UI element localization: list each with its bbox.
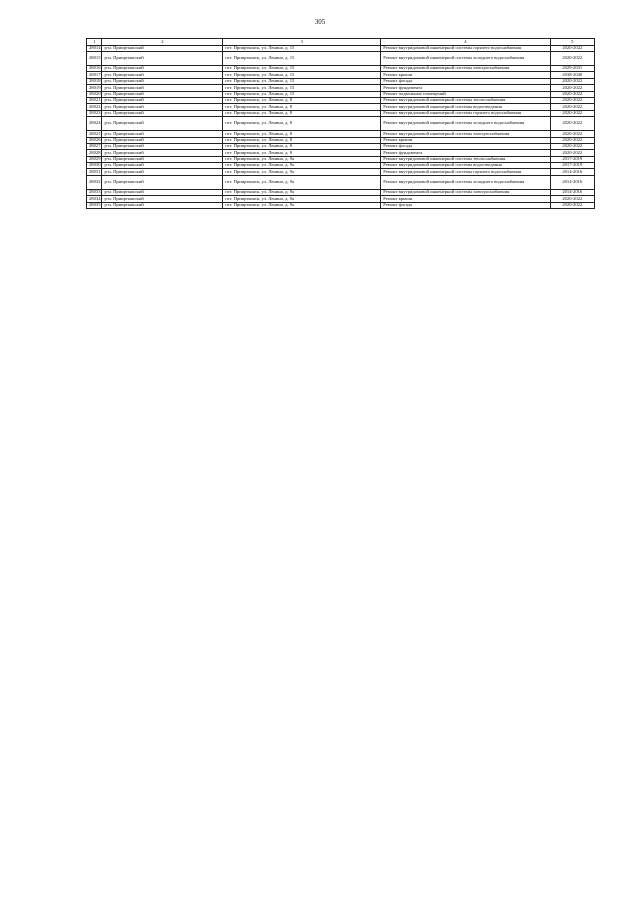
cell-period: 2020-2022: [550, 104, 594, 110]
table-row: [87, 117, 595, 131]
column-number-1: 1: [87, 39, 102, 46]
cell-address: пгт. Прииртышск, ул. Ленина, д. 15: [223, 85, 381, 91]
cell-district: р-н. Прииртышский: [102, 137, 223, 143]
column-number-row: [87, 39, 595, 46]
cell-record-id: 28026: [87, 137, 102, 143]
cell-period: 2020-2022: [550, 51, 594, 65]
table-body: [87, 39, 595, 209]
cell-district: р-н. Прииртышский: [102, 163, 223, 169]
cell-address: пгт. Прииртышск, ул. Ленина, д. 8: [223, 110, 381, 116]
cell-work-type: Ремонт внутридомовой инженерной системы горячего водоснабжения: [381, 45, 550, 51]
cell-work-type: Ремонт подвальных помещений: [381, 91, 550, 97]
cell-district: р-н. Прииртышский: [102, 78, 223, 84]
cell-record-id: 28031: [87, 169, 102, 175]
cell-work-type: Ремонт внутридомовой инженерной системы холодного водоснабжения: [381, 51, 550, 65]
cell-record-id: 28020: [87, 91, 102, 97]
cell-period: 2020-2022: [550, 131, 594, 137]
cell-district: р-н. Прииртышский: [102, 51, 223, 65]
cell-address: пгт. Прииртышск, ул. Ленина, д. 15: [223, 65, 381, 71]
cell-district: р-н. Прииртышский: [102, 65, 223, 71]
cell-district: р-н. Прииртышский: [102, 110, 223, 116]
cell-district: р-н. Прииртышский: [102, 156, 223, 162]
cell-record-id: 28027: [87, 143, 102, 149]
cell-district: р-н. Прииртышский: [102, 104, 223, 110]
cell-work-type: Ремонт внутридомовой инженерной системы теплоснабжения: [381, 97, 550, 103]
cell-period: 2017-2019: [550, 156, 594, 162]
cell-address: пгт. Прииртышск, ул. Ленина, д. 8: [223, 117, 381, 131]
cell-work-type: Ремонт внутридомовой инженерной системы холодного водоснабжения: [381, 117, 550, 131]
cell-work-type: Ремонт фундамента: [381, 150, 550, 156]
cell-record-id: 28014: [87, 45, 102, 51]
cell-address: пгт. Прииртышск, ул. Ленина, д. 15: [223, 72, 381, 78]
cell-district: р-н. Прииртышский: [102, 72, 223, 78]
cell-work-type: Ремонт внутридомовой инженерной системы водоотведения: [381, 163, 550, 169]
cell-record-id: 28028: [87, 150, 102, 156]
cell-period: 2020-2022: [550, 143, 594, 149]
cell-address: пгт. Прииртышск, ул. Ленина, д. 9а: [223, 189, 381, 195]
cell-work-type: Ремонт внутридомовой инженерной системы электроснабжения: [381, 65, 550, 71]
cell-address: пгт. Прииртышск, ул. Ленина, д. 9а: [223, 175, 381, 189]
cell-work-type: Ремонт фасада: [381, 202, 550, 208]
cell-work-type: Ремонт фасада: [381, 143, 550, 149]
cell-district: р-н. Прииртышский: [102, 117, 223, 131]
cell-record-id: 28015: [87, 51, 102, 65]
cell-record-id: 28019: [87, 85, 102, 91]
cell-district: р-н. Прииртышский: [102, 175, 223, 189]
cell-period: 2020-2022: [550, 91, 594, 97]
cell-district: р-н. Прииртышский: [102, 169, 223, 175]
cell-work-type: Ремонт крыши: [381, 196, 550, 202]
cell-period: 2020-2022: [550, 117, 594, 131]
cell-work-type: Ремонт внутридомовой инженерной системы водоотведения: [381, 104, 550, 110]
cell-work-type: Ремонт фасада: [381, 78, 550, 84]
cell-period: 2020-2022: [550, 85, 594, 91]
table-row: [87, 175, 595, 189]
cell-address: пгт. Прииртышск, ул. Ленина, д. 8: [223, 137, 381, 143]
cell-district: р-н. Прииртышский: [102, 91, 223, 97]
cell-address: пгт. Прииртышск, ул. Ленина, д. 15: [223, 78, 381, 84]
column-number-3: 3: [223, 39, 381, 46]
cell-address: пгт. Прииртышск, ул. Ленина, д. 15: [223, 51, 381, 65]
cell-period: 2029-2031: [550, 65, 594, 71]
cell-work-type: Ремонт крыши: [381, 72, 550, 78]
cell-address: пгт. Прииртышск, ул. Ленина, д. 9а: [223, 196, 381, 202]
cell-period: 2020-2022: [550, 97, 594, 103]
column-number-2: 2: [102, 39, 223, 46]
cell-address: пгт. Прииртышск, ул. Ленина, д. 9а: [223, 163, 381, 169]
column-number-4: 4: [381, 39, 550, 46]
cell-period: 2020-2022: [550, 137, 594, 143]
cell-period: 2014-2016: [550, 175, 594, 189]
cell-district: р-н. Прииртышский: [102, 143, 223, 149]
cell-record-id: 28032: [87, 175, 102, 189]
cell-work-type: Ремонт внутридомовой инженерной системы электроснабжения: [381, 131, 550, 137]
cell-record-id: 28025: [87, 131, 102, 137]
cell-period: 2020-2022: [550, 45, 594, 51]
cell-address: пгт. Прииртышск, ул. Ленина, д. 9а: [223, 169, 381, 175]
cell-period: 2020-2022: [550, 202, 594, 208]
cell-district: р-н. Прииртышский: [102, 189, 223, 195]
cell-period: 2020-2022: [550, 78, 594, 84]
cell-address: пгт. Прииртышск, ул. Ленина, д. 8: [223, 150, 381, 156]
cell-record-id: 28021: [87, 97, 102, 103]
cell-address: пгт. Прииртышск, ул. Ленина, д. 9а: [223, 202, 381, 208]
cell-record-id: 28029: [87, 156, 102, 162]
cell-record-id: 28035: [87, 202, 102, 208]
cell-record-id: 28023: [87, 110, 102, 116]
cell-period: 2038-2040: [550, 72, 594, 78]
cell-district: р-н. Прииртышский: [102, 97, 223, 103]
cell-period: 2020-2022: [550, 196, 594, 202]
cell-district: р-н. Прииртышский: [102, 45, 223, 51]
repair-schedule-table: [86, 38, 595, 209]
cell-record-id: 28016: [87, 65, 102, 71]
cell-record-id: 28022: [87, 104, 102, 110]
cell-district: р-н. Прииртышский: [102, 202, 223, 208]
cell-record-id: 28034: [87, 196, 102, 202]
cell-work-type: Ремонт фундамента: [381, 85, 550, 91]
cell-record-id: 28033: [87, 189, 102, 195]
cell-work-type: Ремонт внутридомовой инженерной системы горячего водоснабжения: [381, 169, 550, 175]
cell-record-id: 28030: [87, 163, 102, 169]
table-row: [87, 202, 595, 208]
cell-district: р-н. Прииртышский: [102, 196, 223, 202]
cell-record-id: 28024: [87, 117, 102, 131]
cell-work-type: Ремонт внутридомовой инженерной системы горячего водоснабжения: [381, 110, 550, 116]
cell-work-type: Ремонт внутридомовой инженерной системы электроснабжения: [381, 189, 550, 195]
cell-district: р-н. Прииртышский: [102, 85, 223, 91]
cell-address: пгт. Прииртышск, ул. Ленина, д. 8: [223, 143, 381, 149]
table-row: [87, 51, 595, 65]
cell-district: р-н. Прииртышский: [102, 150, 223, 156]
cell-address: пгт. Прииртышск, ул. Ленина, д. 8: [223, 104, 381, 110]
cell-work-type: Ремонт внутридомовой инженерной системы теплоснабжения: [381, 156, 550, 162]
cell-address: пгт. Прииртышск, ул. Ленина, д. 8: [223, 131, 381, 137]
cell-period: 2014-2016: [550, 169, 594, 175]
cell-record-id: 28018: [87, 78, 102, 84]
cell-district: р-н. Прииртышский: [102, 131, 223, 137]
cell-record-id: 28017: [87, 72, 102, 78]
cell-address: пгт. Прииртышск, ул. Ленина, д. 8: [223, 97, 381, 103]
cell-period: 2014-2016: [550, 189, 594, 195]
cell-period: 2017-2019: [550, 163, 594, 169]
cell-period: 2020-2022: [550, 150, 594, 156]
column-number-5: 5: [550, 39, 594, 46]
cell-work-type: Ремонт крыши: [381, 137, 550, 143]
page-number: 305: [314, 18, 326, 26]
cell-work-type: Ремонт внутридомовой инженерной системы холодного водоснабжения: [381, 175, 550, 189]
cell-period: 2020-2022: [550, 110, 594, 116]
cell-address: пгт. Прииртышск, ул. Ленина, д. 15: [223, 91, 381, 97]
cell-address: пгт. Прииртышск, ул. Ленина, д. 15: [223, 45, 381, 51]
cell-address: пгт. Прииртышск, ул. Ленина, д. 9а: [223, 156, 381, 162]
